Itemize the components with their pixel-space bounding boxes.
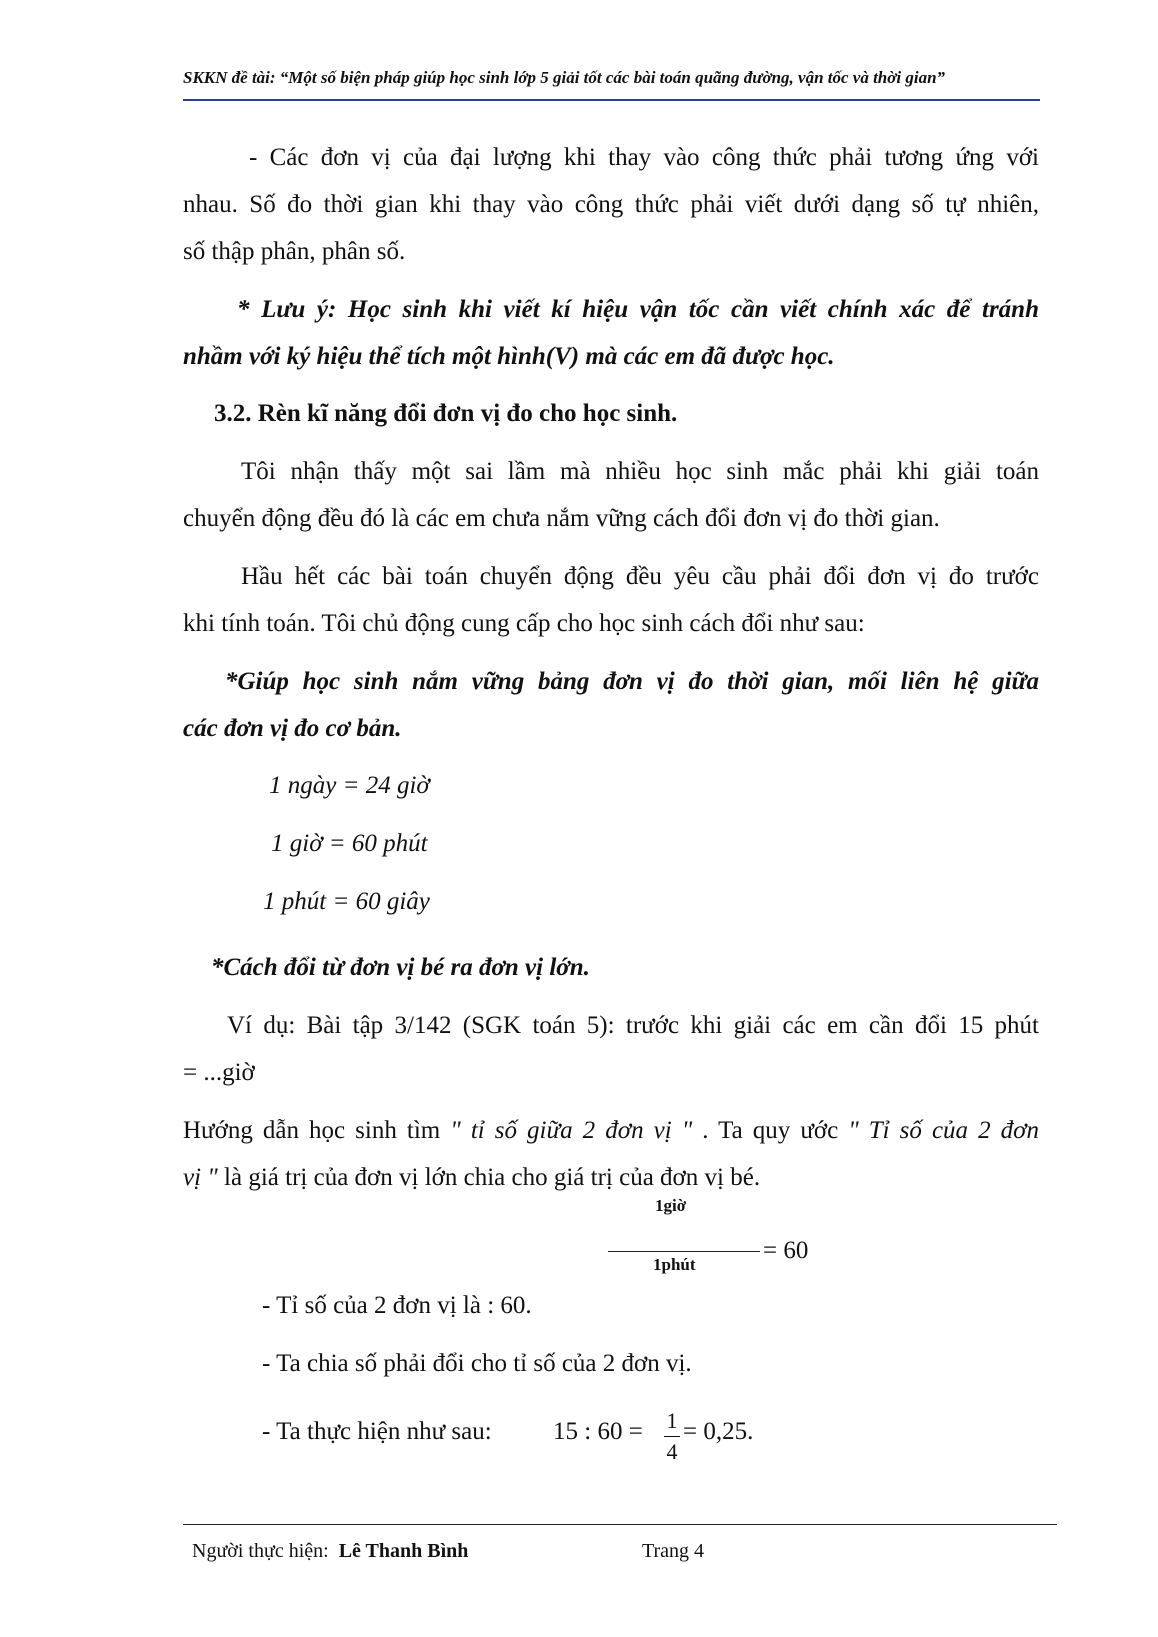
paragraph-line: Hầu hết các bài toán chuyển động đều yêu cầu phải đổi đơn vị đo trước — [241, 563, 1039, 590]
fraction-numerator: 1giờ — [655, 1196, 687, 1215]
fraction-result: = 60 — [763, 1237, 809, 1264]
guide-line — [183, 1154, 1039, 1201]
unit-day: 1 ngày = 24 giờ — [269, 772, 430, 799]
header-divider — [183, 99, 1040, 101]
paragraph-line: khi tính toán. Tôi chủ động cung cấp cho học sinh cách đổi như sau: — [183, 610, 865, 637]
note-line: nhầm với ký hiệu thể tích một hình(V) mà các em đã được học. — [183, 343, 835, 370]
bullet-item: - Ta chia số phải đổi cho tỉ số của 2 đơn vị. — [262, 1350, 692, 1377]
help-line: *Giúp học sinh nắm vững bảng đơn vị đo thời gian, mối liên hệ giữa — [225, 668, 1039, 695]
paragraph-line: số thập phân, phân số. — [183, 238, 406, 265]
header-title: SKKN đề tài: “Một số biện pháp giúp học sinh lớp 5 giải tốt các bài toán quãng đường, vận tốc và thời gian” — [183, 68, 946, 87]
fraction-bar — [608, 1251, 760, 1252]
note-line: * Lưu ý: Học sinh khi viết kí hiệu vận tốc cần viết chính xác để tránh — [237, 296, 1039, 323]
section-heading: 3.2. Rèn kĩ năng đổi đơn vị đo cho học sinh. — [214, 400, 678, 427]
paragraph-line: - Các đơn vị của đại lượng khi thay vào công thức phải tương ứng với — [249, 144, 1039, 171]
guide-text: . Ta quy ước — [692, 1117, 849, 1144]
mini-fraction-numerator: 1 — [666, 1408, 678, 1433]
calc-result: = 0,25. — [683, 1418, 754, 1445]
help-line: các đơn vị đo cơ bản. — [183, 715, 402, 742]
mini-fraction-bar — [664, 1436, 680, 1437]
fraction-denominator: 1phút — [653, 1255, 696, 1274]
footer-page-number: Trang 4 — [642, 1540, 705, 1562]
author-label: Người thực hiện: — [192, 1540, 329, 1562]
paragraph-line: nhau. Số đo thời gian khi thay vào công thức phải viết dưới dạng số tự nhiên, — [183, 191, 1039, 218]
paragraph-line: chuyển động đều đó là các em chưa nắm vững cách đổi đơn vị đo thời gian. — [183, 505, 940, 532]
author-name: Lê Thanh Bình — [338, 1540, 469, 1562]
convert-heading: *Cách đổi từ đơn vị bé ra đơn vị lớn. — [211, 954, 590, 981]
paragraph-line: Tôi nhận thấy một sai lầm mà nhiều học sinh mắc phải khi giải toán — [241, 458, 1039, 485]
example-line: = ...giờ — [183, 1059, 255, 1086]
unit-minute: 1 phút = 60 giây — [263, 888, 430, 915]
one-quarter-fraction — [664, 1408, 680, 1465]
bullet-item: - Tỉ số của 2 đơn vị là : 60. — [262, 1292, 532, 1319]
guide-text: là giá trị của đơn vị lớn chia cho giá trị của đơn vị bé. — [217, 1164, 761, 1191]
footer-author — [192, 1540, 468, 1563]
guide-term: " Tỉ số của 2 đơn — [848, 1117, 1039, 1144]
mini-fraction-denominator: 4 — [666, 1439, 678, 1464]
guide-term: vị " — [183, 1164, 218, 1191]
guide-text: Hướng dẫn học sinh tìm — [183, 1117, 451, 1144]
bullet-item: - Ta thực hiện như sau: — [262, 1418, 492, 1445]
guide-line — [183, 1107, 1039, 1154]
footer-divider — [183, 1524, 1057, 1525]
example-line: Ví dụ: Bài tập 3/142 (SGK toán 5): trước khi giải các em cần đổi 15 phút — [227, 1012, 1039, 1039]
calc-expression: 15 : 60 = — [553, 1418, 643, 1445]
unit-hour: 1 giờ = 60 phút — [271, 830, 428, 857]
guide-term: " tỉ số giữa 2 đơn vị " — [450, 1117, 693, 1144]
